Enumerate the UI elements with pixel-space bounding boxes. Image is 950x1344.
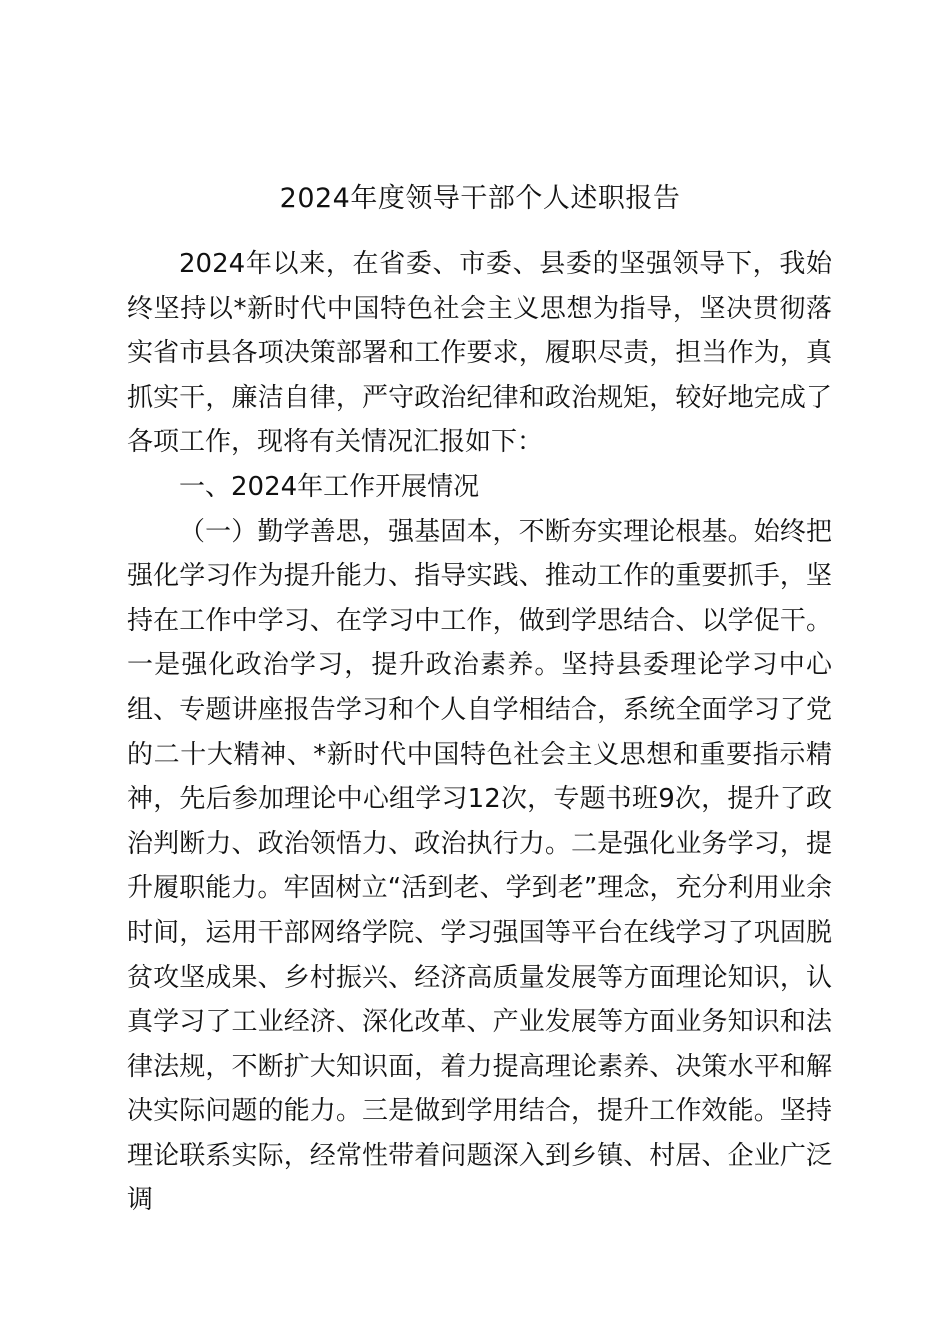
document-body	[127, 242, 832, 1223]
section-paragraph: （一）勤学善思，强基固本，不断夯实理论根基。始终把强化学习作为提升能力、指导实践、推动工作的重要抓手，坚持在工作中学习、在学习中工作，做到学思结合、以学促干。一是强化政治学习，提升政治素养。坚持县委理论学习中心组、专题讲座报告学习和个人自学相结合，系统全面学习了党的二十大精神、*新时代中国特色社会主义思想和重要指示精神，先后参加理论中心组学习12次，专题书班9次，提升了政治判断力、政治领悟力、政治执行力。二是强化业务学习，提升履职能力。牢固树立“活到老、学到老”理念，充分利用业余时间，运用干部网络学院、学习强国等平台在线学习了巩固脱贫攻坚成果、乡村振兴、经济高质量发展等方面理论知识，认真学习了工业经济、深化改革、产业发展等方面业务知识和法律法规，不断扩大知识面，着力提高理论素养、决策水平和解决实际问题的能力。三是做到学用结合，提升工作效能。坚持理论联系实际，经常性带着问题深入到乡镇、村居、企业广泛调	[127, 516, 832, 1216]
document-title: 2024年度领导干部个人述职报告	[279, 183, 681, 214]
section-heading: 一、2024年工作开展情况	[179, 471, 480, 502]
intro-paragraph: 2024年以来，在省委、市委、县委的坚强领导下，我始终坚持以*新时代中国特色社会主义思想为指导，坚决贯彻落实省市县各项决策部署和工作要求，履职尽责，担当作为，真抓实干，廉洁自律，严守政治纪律和政治规矩，较好地完成了各项工作，现将有关情况汇报如下：	[127, 249, 832, 458]
